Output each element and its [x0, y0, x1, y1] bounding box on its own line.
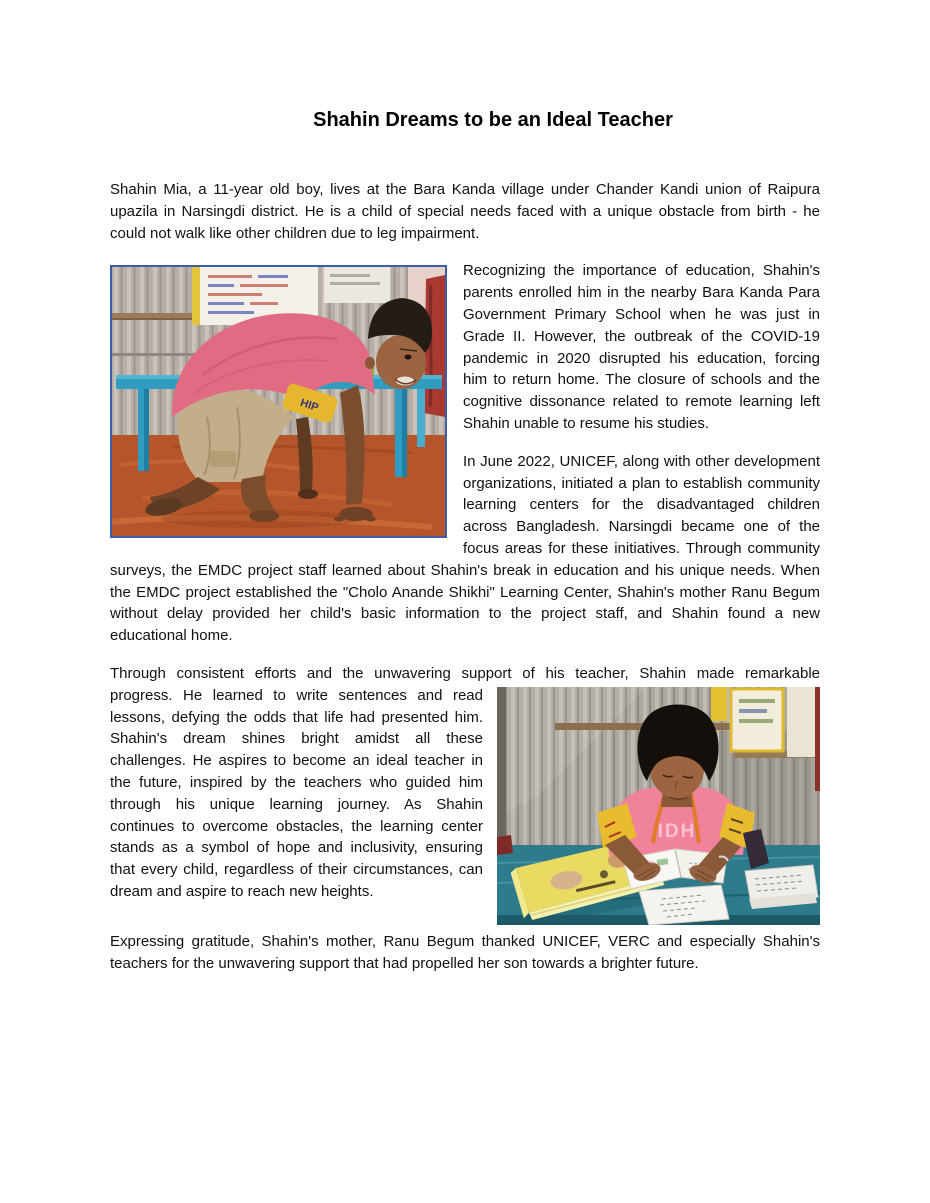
photo-shahin-crawling: [110, 265, 447, 538]
section-education: [110, 260, 820, 663]
svg-text:IDH: IDH: [657, 820, 697, 842]
paragraph-education: Recognizing the importance of education, Shahin's parents enrolled him in the nearby Bara Kanda Para Government Primary School when he was just in Grade II. However, the outbreak of the COVID-19 pandemic in 2020 disrupted his education, forcing him to return home. The closure of schools and the cognitive dissonance related to remote learning left Shahin unable to resume his studies.: [463, 262, 820, 432]
paragraph-progress-rest: progress. He learned to write sentences and read lessons, defying the odds that life had presented him. Shahin's dream shines bright amidst all these challenges. He aspires to become an ideal teacher in the future, inspired by the teachers who guided him through his unique learning journey. As Shahin continues to overcome obstacles, the learning center stands as a symbol of hope and inclusivity, ensuring that every child, regardless of their circumstances, can dream and aspire to reach new heights.: [110, 686, 483, 900]
paragraph-unicef: In June 2022, UNICEF, along with other development organizations, initiated a plan to establish community learning centers for the disadvantaged children across Bangladesh. Narsingdi became one of the focus areas for these initiatives. Through community surveys, the EMDC project staff learned about Shahin's break in education and his unique needs. When the EMDC project established the "Cholo Anande Shikhi" Learning Center, Shahin's mother Ranu Begum without delay provided her child's basic information to the project staff, and Shahin found a new educational home.: [110, 452, 820, 645]
paragraph-gratitude: Expressing gratitude, Shahin's mother, Ranu Begum thanked UNICEF, VERC and especially Shahin's teachers for the unwavering support that had propelled her son towards a brighter future.: [110, 932, 820, 972]
photo-shahin-crawling-illustration: [112, 267, 445, 536]
section-progress: [110, 685, 820, 931]
svg-text:HIP: HIP: [298, 397, 320, 415]
page-title: Shahin Dreams to be an Ideal Teacher: [313, 109, 673, 131]
paragraph-progress-first-line: Through consistent efforts and the unwavering support of his teacher, Shahin made remarkable: [110, 664, 820, 682]
paragraph-intro: Shahin Mia, a 11-year old boy, lives at the Bara Kanda village under Chander Kandi union of Raipura upazila in Narsingdi district. He is a child of special needs faced with a unique obstacle from birth - he could not walk like other children due to leg impairment.: [110, 181, 820, 242]
photo-shahin-reading-illustration: [497, 687, 820, 925]
photo-shahin-reading: [497, 687, 820, 925]
